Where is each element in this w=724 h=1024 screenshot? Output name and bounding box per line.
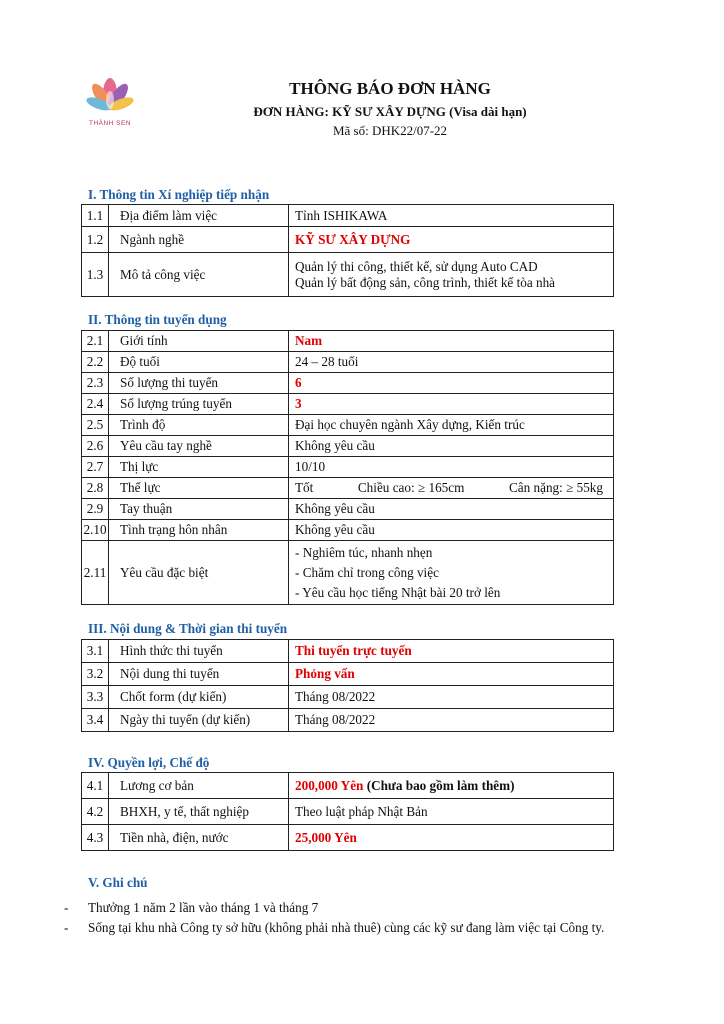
table-row [82,499,614,520]
row-number: 2.2 [82,352,109,373]
table-row [82,205,614,227]
notes-list [64,898,704,938]
row-label: Nội dung thi tuyển [109,663,289,686]
height-requirement: Chiều cao: ≥ 165cm [357,480,465,495]
special-requirement-line: - Yêu cầu học tiếng Nhật bài 20 trở lên [295,584,501,600]
row-value [289,478,614,499]
row-number: 2.8 [82,478,109,499]
row-value: 24 – 28 tuổi [289,352,614,373]
row-number: 4.1 [82,773,109,799]
row-label: Yêu cầu tay nghề [109,436,289,457]
table-row [82,709,614,732]
section-5-title: V. Ghi chú [88,875,148,890]
row-label: Ngành nghề [109,227,289,253]
row-value: Đại học chuyên ngành Xây dựng, Kiến trúc [289,415,614,436]
row-value: Thi tuyển trực tuyến [289,640,614,663]
row-label: Tiền nhà, điện, nước [109,825,289,851]
section-4-table [81,772,614,851]
table-row [82,352,614,373]
special-requirement-line: - Chăm chỉ trong công việc [295,564,439,580]
document-subtitle: ĐƠN HÀNG: KỸ SƯ XÂY DỰNG (Visa dài hạn) [253,104,527,119]
row-value: Tháng 08/2022 [289,709,614,732]
row-value: Không yêu cầu [289,499,614,520]
row-label: Tình trạng hôn nhân [109,520,289,541]
row-label: Địa điểm làm việc [109,205,289,227]
row-label: Giới tính [109,331,289,352]
row-number: 2.9 [82,499,109,520]
document-title: THÔNG BÁO ĐƠN HÀNG [289,79,491,98]
row-label: Yêu cầu đặc biệt [109,541,289,605]
table-row [82,825,614,851]
table-row [82,457,614,478]
row-number: 2.4 [82,394,109,415]
row-value: Tháng 08/2022 [289,686,614,709]
row-number: 4.2 [82,799,109,825]
row-number: 2.6 [82,436,109,457]
row-label: Tay thuận [109,499,289,520]
row-value: Không yêu cầu [289,436,614,457]
row-label: BHXH, y tế, thất nghiệp [109,799,289,825]
table-row [82,520,614,541]
row-number: 1.3 [82,253,109,297]
row-number: 3.1 [82,640,109,663]
table-row [82,478,614,499]
row-number: 3.2 [82,663,109,686]
row-value [289,253,614,297]
row-value [289,541,614,605]
row-value: Phỏng vấn [289,663,614,686]
section-2-table [81,330,614,605]
row-number: 2.7 [82,457,109,478]
salary-amount: 200,000 Yên [295,777,364,793]
list-item: - Thưởng 1 năm 2 lần vào tháng 1 và tháng 7 [64,898,704,918]
row-label: Chốt form (dự kiến) [109,686,289,709]
table-row [82,686,614,709]
section-2-title: II. Thông tin tuyển dụng [88,312,227,327]
section-1-table [81,204,614,297]
row-label: Trình độ [109,415,289,436]
row-number: 3.4 [82,709,109,732]
row-number: 2.1 [82,331,109,352]
table-row [82,541,614,605]
section-3-table [81,639,614,732]
row-value: 25,000 Yên [289,825,614,851]
row-label: Mô tả công việc [109,253,289,297]
row-number: 1.2 [82,227,109,253]
row-number: 3.3 [82,686,109,709]
health-status: Tốt [295,480,314,495]
table-row [82,436,614,457]
row-number: 2.11 [82,541,109,605]
row-number: 2.5 [82,415,109,436]
row-number: 1.1 [82,205,109,227]
row-value [289,773,614,799]
row-value: 6 [289,373,614,394]
section-3-title: III. Nội dung & Thời gian thi tuyển [88,621,288,636]
row-label: Thể lực [109,478,289,499]
list-item: - Sống tại khu nhà Công ty sở hữu (không phải nhà thuê) cùng các kỹ sư đang làm việc tại Công ty. [64,918,704,938]
row-value: Nam [289,331,614,352]
table-row [82,394,614,415]
table-row [82,663,614,686]
weight-requirement: Cân nặng: ≥ 55kg [508,480,603,495]
table-row [82,331,614,352]
section-4-title: IV. Quyền lợi, Chế độ [88,755,210,770]
row-label: Lương cơ bản [109,773,289,799]
note-text: Thưởng 1 năm 2 lần vào tháng 1 và tháng 7 [88,900,319,915]
special-requirement-line: - Nghiêm túc, nhanh nhẹn [295,544,433,560]
row-label: Ngày thi tuyển (dự kiến) [109,709,289,732]
row-number: 2.10 [82,520,109,541]
table-row [82,415,614,436]
row-value: 3 [289,394,614,415]
row-label: Độ tuổi [109,352,289,373]
row-label: Số lượng trúng tuyển [109,394,289,415]
row-label: Thị lực [109,457,289,478]
row-number: 2.3 [82,373,109,394]
logo-brand-text: THÀNH SEN [88,120,132,127]
job-description-line: Quản lý bất động sản, công trình, thiết kế tòa nhà [295,274,556,290]
table-row [82,640,614,663]
note-text: Sống tại khu nhà Công ty sở hữu (không phải nhà thuê) cùng các kỹ sư đang làm việc tại Công ty. [88,920,605,935]
order-code: Mã số: DHK22/07-22 [332,123,448,138]
section-1-title: I. Thông tin Xí nghiệp tiếp nhận [88,187,270,202]
table-row [82,373,614,394]
row-value: 10/10 [289,457,614,478]
table-row [82,253,614,297]
row-label: Hình thức thi tuyển [109,640,289,663]
table-row [82,773,614,799]
table-row [82,799,614,825]
salary-note: (Chưa bao gồm làm thêm) [363,777,515,793]
row-value: Tỉnh ISHIKAWA [289,205,614,227]
job-description-line: Quản lý thi công, thiết kế, sử dụng Auto CAD [295,258,538,274]
row-number: 4.3 [82,825,109,851]
row-label: Số lượng thi tuyển [109,373,289,394]
table-row [82,227,614,253]
row-value: KỸ SƯ XÂY DỰNG [289,227,614,253]
row-value: Không yêu cầu [289,520,614,541]
row-value: Theo luật pháp Nhật Bản [289,799,614,825]
